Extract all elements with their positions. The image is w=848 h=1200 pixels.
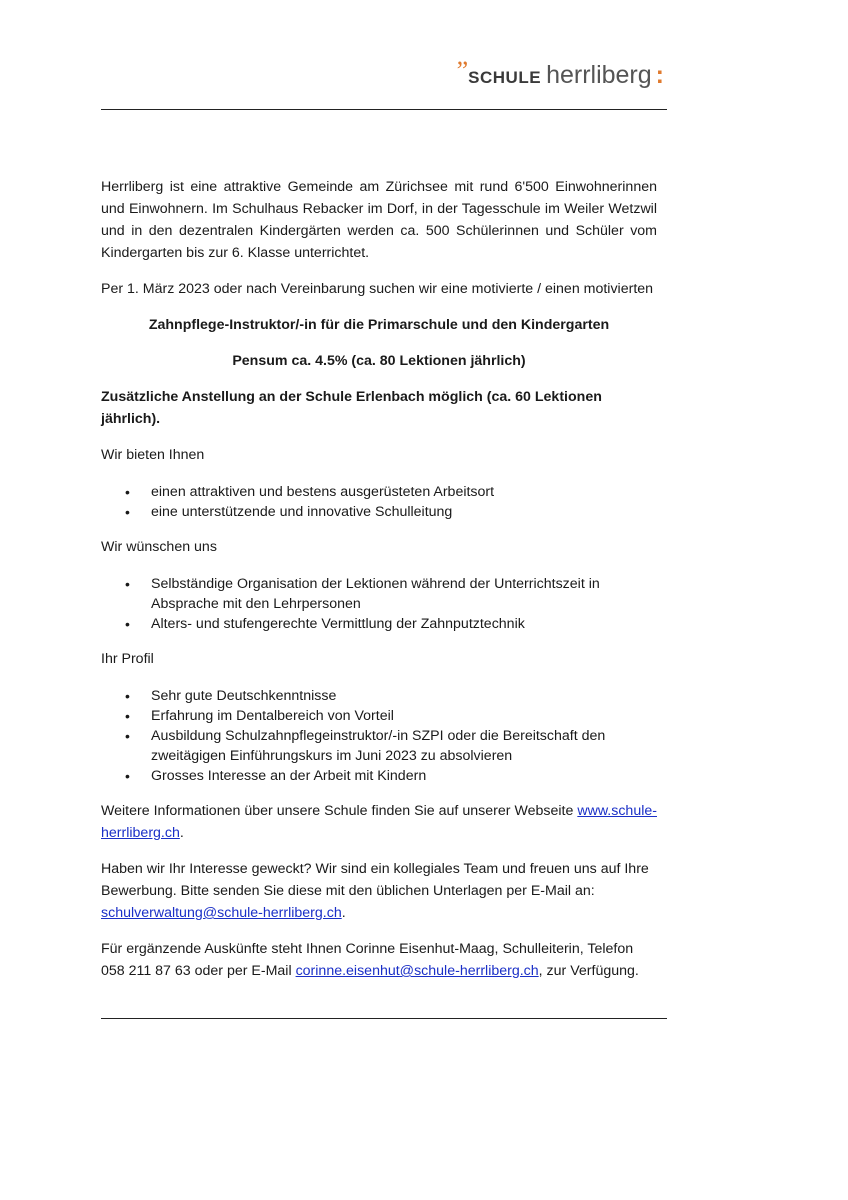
position-title: Zahnpflege-Instruktor/-in für die Primarschule und den Kindergarten xyxy=(148,317,610,333)
info-end: . xyxy=(179,825,184,841)
job-posting-body xyxy=(101,176,657,982)
logo-quote-mark: ” xyxy=(456,56,466,85)
logo-colon: : xyxy=(655,61,664,89)
list-item: • Erfahrung im Dentalbereich von Vorteil xyxy=(101,706,657,726)
info-text: Weitere Informationen über unsere Schule finden Sie auf unserer Webseite xyxy=(101,803,574,819)
offer-list xyxy=(101,482,657,522)
list-item: • Grosses Interesse an der Arbeit mit Kindern xyxy=(101,766,657,786)
intro-paragraph: Herrliberg ist eine attraktive Gemeinde am Zürichsee mit rund 6'500 Einwohnerinnen und Einwohnern. Im Schulhaus Rebacker im Dorf, in der Tagesschule im Weiler Wetzwil und in den dezentralen Kindergärten werden ca. 500 Schülerinnen und Schüler vom Kindergarten bis zur 6. Klasse unterrichtet. xyxy=(101,179,657,261)
list-item: • eine unterstützende und innovative Schulleitung xyxy=(101,502,657,522)
contact-email-link[interactable]: corinne.eisenhut@schule-herrliberg.ch xyxy=(295,963,539,979)
apply-paragraph xyxy=(101,858,657,924)
contact-text: Für ergänzende Auskünfte steht Ihnen Corinne Eisenhut-Maag, Schulleiterin, Telefon 058 211 87 63 oder per E-Mail xyxy=(101,941,634,979)
list-item: • Selbständige Organisation der Lektionen während der Unterrichtszeit in Absprache mit den Lehrpersonen xyxy=(101,574,657,614)
profile-heading: Ihr Profil xyxy=(101,651,154,667)
list-item: • einen attraktiven und bestens ausgerüsteten Arbeitsort xyxy=(101,482,657,502)
search-paragraph: Per 1. März 2023 oder nach Vereinbarung suchen wir eine motivierte / einen motivierten xyxy=(101,281,654,297)
logo-schule-text: SCHULE xyxy=(468,68,542,87)
list-item: • Ausbildung Schulzahnpflegeinstruktor/-in SZPI oder die Bereitschaft den zweitägigen Einführungskurs im Juni 2023 zu absolvieren xyxy=(101,726,657,766)
contact-end: , zur Verfügung. xyxy=(538,963,639,979)
school-logo xyxy=(457,58,664,88)
info-paragraph xyxy=(101,800,657,844)
website-link[interactable]: www.schule-herrliberg.ch xyxy=(101,803,657,841)
apply-end: . xyxy=(341,905,346,921)
wish-heading: Wir wünschen uns xyxy=(101,539,217,555)
profile-list xyxy=(101,686,657,786)
wish-list xyxy=(101,574,657,634)
top-divider xyxy=(101,109,667,110)
list-item: • Alters- und stufengerechte Vermittlung der Zahnputztechnik xyxy=(101,614,657,634)
offer-heading: Wir bieten Ihnen xyxy=(101,447,205,463)
apply-text: Haben wir Ihr Interesse geweckt? Wir sind ein kollegiales Team und freuen uns auf Ihre Bewerbung. Bitte senden Sie diese mit den üblichen Unterlagen per E-Mail an: xyxy=(101,861,649,899)
application-email-link[interactable]: schulverwaltung@schule-herrliberg.ch xyxy=(101,905,342,921)
bottom-divider xyxy=(101,1018,667,1019)
contact-paragraph xyxy=(101,938,657,982)
list-item: • Sehr gute Deutschkenntnisse xyxy=(101,686,657,706)
logo-herrliberg-text: herrliberg xyxy=(546,61,652,89)
pensum-line: Pensum ca. 4.5% (ca. 80 Lektionen jährlich) xyxy=(232,353,526,369)
additional-employment-line: Zusätzliche Anstellung an der Schule Erlenbach möglich (ca. 60 Lektionen jährlich). xyxy=(101,389,602,427)
